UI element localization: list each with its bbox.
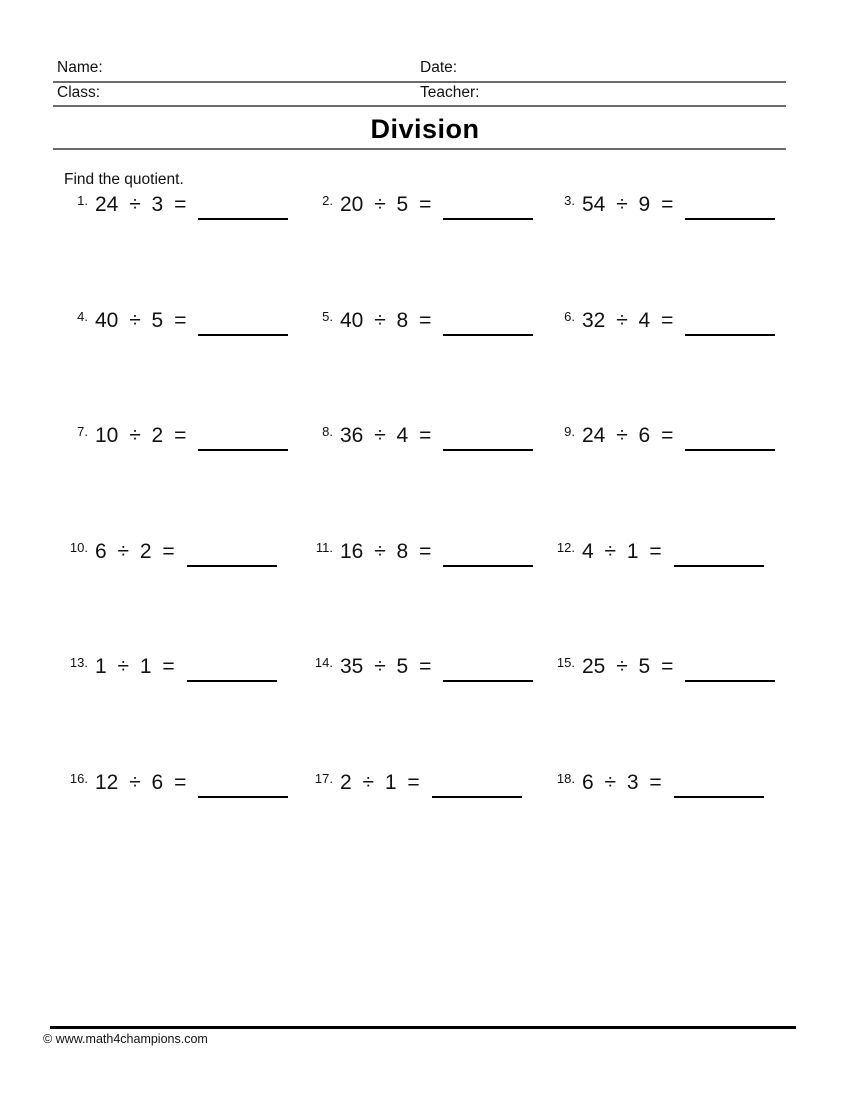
problem-item [66, 540, 311, 656]
problem-item [311, 771, 553, 887]
footer-divider [50, 1026, 796, 1029]
problem-expression: 12 ÷ 6 = [95, 770, 187, 794]
answer-blank[interactable] [443, 680, 533, 682]
class-label: Class: [57, 84, 101, 101]
problem-item [311, 309, 553, 425]
answer-blank[interactable] [443, 218, 533, 220]
name-label: Name: [57, 59, 103, 76]
problem-expression: 10 ÷ 2 = [95, 424, 187, 447]
answer-blank[interactable] [198, 218, 288, 220]
problem-expression: 2 ÷ 1 = [340, 770, 420, 794]
answer-blank[interactable] [674, 796, 764, 798]
problem-expression: 6 ÷ 2 = [95, 539, 175, 563]
answer-blank[interactable] [685, 218, 775, 220]
answer-blank[interactable] [187, 680, 277, 682]
problem-number: 9. [564, 424, 575, 439]
name-date-row [53, 58, 786, 83]
problem-number: 15. [556, 655, 575, 670]
instruction-text: Find the quotient. [64, 171, 184, 188]
teacher-label: Teacher: [420, 84, 480, 101]
problem-item [553, 193, 775, 309]
class-teacher-row [53, 84, 786, 107]
problem-item [311, 655, 553, 771]
problem-item [311, 424, 553, 540]
problem-item [311, 193, 553, 309]
problem-expression: 54 ÷ 9 = [582, 193, 674, 216]
answer-blank[interactable] [198, 334, 288, 336]
copyright-text: © www.math4champions.com [43, 1032, 208, 1046]
problem-expression: 20 ÷ 5 = [340, 193, 432, 216]
problem-item [553, 540, 775, 656]
problem-item [553, 309, 775, 425]
problem-item [66, 309, 311, 425]
problem-expression: 1 ÷ 1 = [95, 655, 175, 678]
problem-number: 3. [564, 193, 575, 208]
problem-item [66, 424, 311, 540]
problem-number: 5. [322, 308, 333, 324]
problem-expression: 32 ÷ 4 = [582, 308, 674, 332]
title-divider [53, 148, 786, 150]
problem-number: 14. [314, 655, 333, 670]
answer-blank[interactable] [685, 680, 775, 682]
answer-blank[interactable] [443, 334, 533, 336]
answer-blank[interactable] [432, 796, 522, 798]
problem-expression: 36 ÷ 4 = [340, 424, 432, 447]
problem-item [66, 655, 311, 771]
problem-number: 12. [556, 539, 575, 555]
problem-expression: 35 ÷ 5 = [340, 655, 432, 678]
problem-expression: 24 ÷ 3 = [95, 193, 187, 216]
answer-blank[interactable] [443, 565, 533, 567]
problem-number: 18. [556, 770, 575, 786]
problem-number: 7. [77, 424, 88, 439]
answer-blank[interactable] [443, 449, 533, 451]
problem-expression: 40 ÷ 5 = [95, 308, 187, 332]
answer-blank[interactable] [187, 565, 277, 567]
problem-number: 6. [564, 308, 575, 324]
date-label: Date: [420, 59, 458, 76]
answer-blank[interactable] [685, 334, 775, 336]
problem-item [311, 540, 553, 656]
problem-number: 2. [322, 193, 333, 208]
problem-item [66, 193, 311, 309]
answer-blank[interactable] [198, 796, 288, 798]
problem-expression: 16 ÷ 8 = [340, 539, 432, 563]
problems-grid [66, 193, 775, 886]
problem-number: 11. [315, 539, 333, 555]
problem-expression: 4 ÷ 1 = [582, 539, 662, 563]
problem-number: 13. [69, 655, 88, 670]
problem-number: 8. [322, 424, 333, 439]
problem-item [553, 771, 775, 887]
problem-item [66, 771, 311, 887]
problem-expression: 40 ÷ 8 = [340, 308, 432, 332]
answer-blank[interactable] [685, 449, 775, 451]
problem-expression: 25 ÷ 5 = [582, 655, 674, 678]
problem-expression: 24 ÷ 6 = [582, 424, 674, 447]
problem-expression: 6 ÷ 3 = [582, 770, 662, 794]
problem-number: 17. [314, 770, 333, 786]
problem-number: 16. [69, 770, 88, 786]
problem-item [553, 655, 775, 771]
problem-number: 10. [69, 539, 88, 555]
problem-number: 1. [77, 193, 88, 208]
answer-blank[interactable] [674, 565, 764, 567]
problem-item [553, 424, 775, 540]
answer-blank[interactable] [198, 449, 288, 451]
problem-number: 4. [77, 308, 88, 324]
page-title: Division [370, 114, 480, 144]
